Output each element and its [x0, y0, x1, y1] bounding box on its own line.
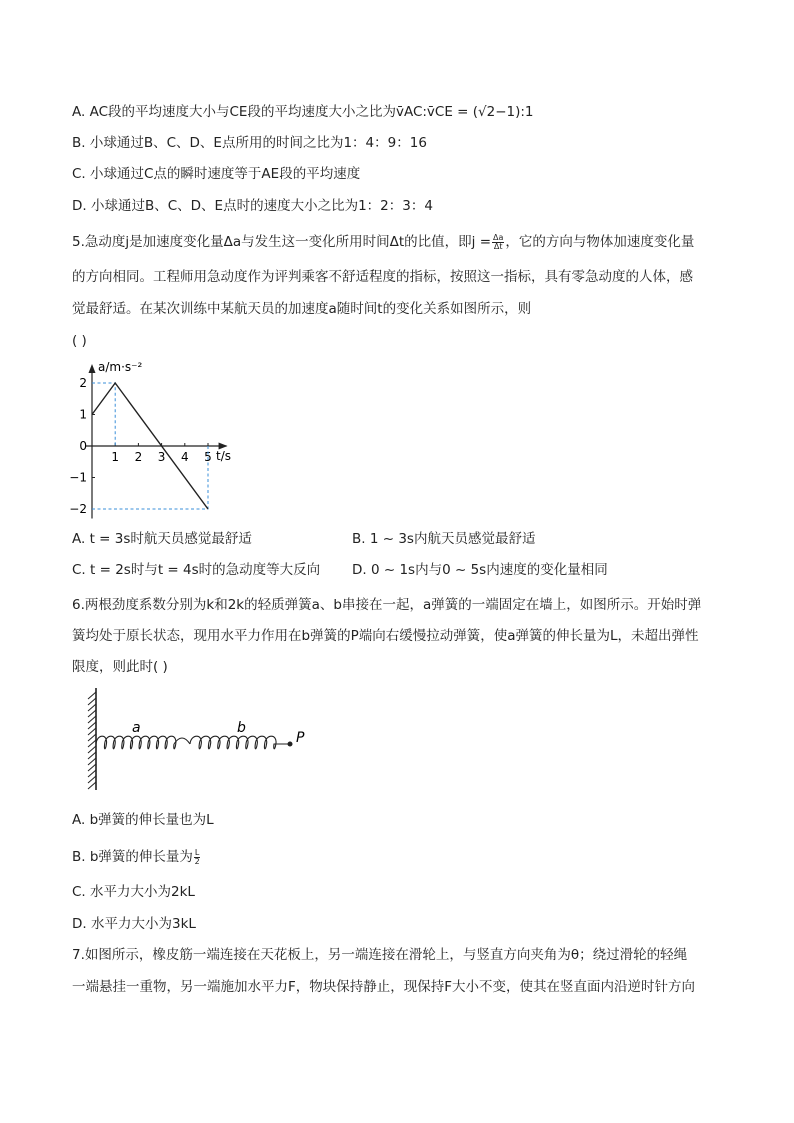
wall-hatch-line	[88, 758, 96, 765]
wall-hatch-line	[88, 752, 96, 759]
q5-frac-denominator: Δt	[493, 241, 503, 251]
q4-option-d: D. 小球通过B、C、D、E点时的速度大小之比为1：2：3：4	[72, 198, 433, 214]
q5-option-d: D. 0 ~ 1s内与0 ~ 5s内速度的变化量相同	[352, 562, 608, 578]
y-tick-label: 1	[79, 407, 87, 422]
wall-hatch-line	[88, 734, 96, 741]
x-axis-label: t/s	[216, 449, 231, 463]
q7-stem-line1: 7.如图所示，橡皮筋一端连接在天花板上，另一端连接在滑轮上，与竖直方向夹角为θ；绕过滑轮的轻绳	[72, 947, 688, 963]
y-axis-label: a/m·s⁻²	[98, 360, 143, 374]
q6-option-d: D. 水平力大小为3kL	[72, 916, 196, 932]
y-tick-label: 2	[79, 376, 87, 390]
q5-frac-numerator: Δa	[493, 232, 504, 242]
end-point-p	[288, 742, 293, 747]
label-a: a	[132, 720, 141, 736]
x-tick-label: 3	[157, 450, 166, 464]
q6-frac-denominator: 2	[194, 856, 200, 866]
q6-frac-numerator: L	[194, 847, 200, 857]
q6-option-a: A. b弹簧的伸长量也为L	[72, 812, 214, 828]
q5-option-b: B. 1 ~ 3s内航天员感觉最舒适	[352, 531, 536, 547]
wall-hatch-line	[88, 710, 96, 717]
spring-a-coil	[96, 736, 176, 749]
q5-jerk-fraction	[492, 234, 504, 251]
q6-option-b-fraction	[194, 849, 200, 866]
x-tick-label: 5	[204, 450, 212, 464]
wall-hatch-line	[88, 770, 96, 777]
label-p: P	[296, 730, 305, 746]
wall-hatch-line	[88, 776, 96, 783]
q5-option-c: C. t = 2s时与t = 4s时的急动度等大反向	[72, 562, 321, 578]
wall-hatch-line	[88, 728, 96, 735]
q4-option-a: A. AC段的平均速度大小与CE段的平均速度大小之比为v̄AC:v̄CE = (√2−1):1	[72, 104, 534, 120]
q5-stem-line2: 的方向相同。工程师用急动度作为评判乘客不舒适程度的指标，按照这一指标，具有零急动度的人体，感	[72, 269, 693, 285]
wall-hatch-line	[88, 782, 96, 789]
q4-option-c: C. 小球通过C点的瞬时速度等于AE段的平均速度	[72, 166, 361, 182]
q5-stem-part2: ，它的方向与物体加速度变化量	[505, 234, 695, 250]
acceleration-time-chart	[69, 355, 256, 525]
wall-hatch-line	[88, 716, 96, 723]
spring-b-coil	[190, 736, 290, 749]
y-tick-label: −2	[69, 502, 87, 516]
q6-stem-line3: 限度，则此时( )	[72, 659, 168, 675]
label-b: b	[237, 720, 246, 736]
q5-stem-part1: 5.急动度j是加速度变化量Δa与发生这一变化所用时间Δt的比值，即j =	[72, 234, 492, 250]
y-tick-label: −1	[69, 470, 87, 485]
q5-stem-line1	[72, 233, 694, 251]
q6-stem-line2: 簧均处于原长状态，现用水平力作用在b弹簧的P端向右缓慢拉动弹簧，使a弹簧的伸长量为L，未超出弹性	[72, 628, 699, 644]
wall-hatch-line	[88, 698, 96, 705]
wall-hatch-line	[88, 704, 96, 711]
x-tick-label: 4	[180, 450, 189, 464]
y-axis-arrow	[89, 364, 96, 373]
q6-option-b	[72, 848, 201, 866]
wall-hatch-line	[88, 692, 96, 699]
q7-stem-line2: 一端悬挂一重物，另一端施加水平力F，物块保持静止，现保持F大小不变，使其在竖直面内沿逆时针方向	[72, 979, 696, 995]
wall-hatch-line	[88, 764, 96, 771]
x-tick-label: 2	[134, 450, 143, 464]
wall-hatch-line	[88, 740, 96, 747]
spring-diagram	[82, 684, 322, 794]
q5-answer-paren: ( )	[72, 333, 87, 349]
y-tick-label: 0	[79, 439, 87, 453]
q5-stem-line3: 觉最舒适。在某次训练中某航天员的加速度a随时间t的变化关系如图所示，则	[72, 301, 532, 317]
q6-stem-line1: 6.两根劲度系数分别为k和2k的轻质弹簧a、b串接在一起，a弹簧的一端固定在墙上，如图所示。开始时弹	[72, 597, 702, 613]
wall-hatch-line	[88, 722, 96, 729]
guide-dashed-peak	[92, 383, 115, 446]
q4-option-b: B. 小球通过B、C、D、E点所用的时间之比为1：4：9：16	[72, 135, 427, 151]
x-tick-label: 1	[111, 450, 120, 464]
q5-option-a: A. t = 3s时航天员感觉最舒适	[72, 531, 252, 547]
wall-hatch	[88, 692, 96, 789]
q6-option-b-text: B. b弹簧的伸长量为	[72, 849, 193, 865]
q6-option-c: C. 水平力大小为2kL	[72, 884, 195, 900]
wall-hatch-line	[88, 746, 96, 753]
guide-dashed-trough	[92, 446, 208, 509]
